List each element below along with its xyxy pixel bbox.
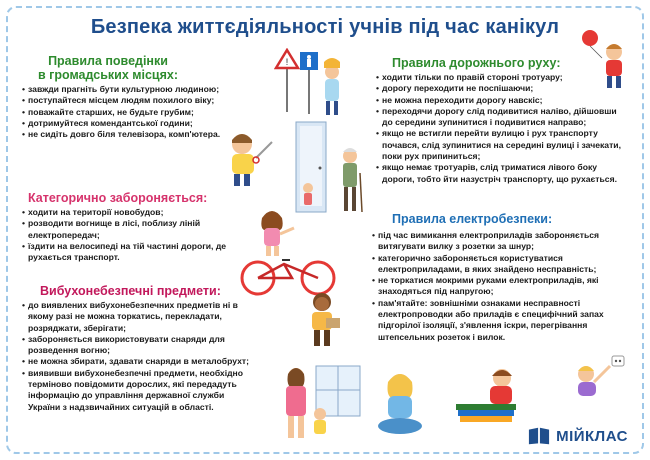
forbidden-list: [22, 207, 227, 263]
road-title: Правила дорожнього руху:: [392, 56, 561, 70]
list-item: • завжди прагніть бути культурною людиною;: [22, 84, 222, 95]
public-places-title-line2: в громадських місцях:: [37, 68, 179, 82]
list-item: • якщо немає тротуарів, слід триматися лівого боку дороги, тобто йти назустріч транспорту, що рухається.: [376, 162, 626, 185]
book-icon: [528, 426, 550, 446]
list-item: • розводити вогнище в лісі, поблизу ліній електропередач;: [22, 218, 227, 241]
list-item: • не можна переходити дорогу навскіс;: [376, 95, 626, 106]
girl-sitting-illustration: [372, 370, 434, 438]
explosives-title: Вибухонебезпечні предмети:: [40, 284, 221, 298]
electric-title: Правила електробезпеки:: [392, 212, 553, 226]
logo-text: МІЙКЛАС: [556, 427, 628, 445]
mother-child-illustration: [276, 362, 366, 442]
explosives-list: [22, 300, 252, 413]
list-item: • поступайтеся місцем людям похилого віку;: [22, 95, 222, 106]
door-elder-illustration: [290, 118, 366, 218]
list-item: • виявивши вибухонебезпечні предмети, необхідно терміново повідомити дорослих, які передадуть інформацію до управління державної служби України з надзвичайних ситуацій в області.: [22, 368, 252, 413]
electric-list: [372, 230, 628, 343]
list-item: • не можна збирати, здавати снаряди в металобрухт;: [22, 356, 252, 367]
list-item: • до виявлених вибухонебезпечних предметів ні в якому разі не можна торкатись, перекладати, розряджати, зберігати;: [22, 300, 252, 334]
svg-text:!: !: [285, 57, 289, 67]
list-item: • ходити на території новобудов;: [22, 207, 227, 218]
list-item: • пам'ятайте: зовнішніми ознаками несправності електропроводки або приладів є специфічний запах підгорілої ізоляції, з'явлення іскри, перегрівання штепсельних розеток і вилок.: [372, 298, 628, 343]
list-item: • їздити на велосипеді на тій частині дороги, де рухається транспорт.: [22, 241, 227, 264]
brand-logo: [528, 426, 628, 446]
list-item: • не торкатися мокрими руками електроприладів, які знаходяться під напругою;: [372, 275, 628, 298]
public-places-title-line1: Правила поведінки: [48, 54, 168, 68]
boy-balloon-illustration: [578, 28, 636, 90]
public-places-list: [22, 84, 222, 140]
list-item: • ходити тільки по правій стороні тротуару;: [376, 72, 626, 83]
public-places-title: [18, 54, 198, 82]
list-item: • переходячи дорогу слід подивитися наліво, дійшовши до середини зупинитися і подивитися направо;: [376, 106, 626, 129]
list-item: • під час вимикання електроприладів забороняється витягувати вилку з розетки за шнур;: [372, 230, 628, 253]
list-item: • дотримуйтеся комендантської години;: [22, 118, 222, 129]
list-item: • якщо не встигли перейти вулицю і рух транспорту почався, слід зупинитися на середині вулиці і зачекати, поки рух припиниться;: [376, 128, 626, 162]
list-item: • не сидіть довго біля телевізора, комп'ютера.: [22, 129, 222, 140]
boy-books-illustration: [446, 364, 534, 428]
list-item: • забороняється використовувати снаряди для розведення вогню;: [22, 334, 252, 357]
child-outlet-illustration: [566, 352, 628, 402]
forbidden-title: Категорично забороняється:: [28, 191, 208, 205]
list-item: • категорично забороняється користуватися електроприладами, в яких знайдено несправність;: [372, 253, 628, 276]
poster-title: Безпека життєдіяльності учнів під час канікул: [90, 16, 560, 38]
boy-scissors-illustration: [222, 128, 278, 188]
traffic-sign-illustration: [274, 48, 364, 120]
list-item: • дорогу переходити не поспішаючи;: [376, 83, 626, 94]
girl-box-illustration: [296, 290, 352, 350]
list-item: • поважайте старших, не будьте грубим;: [22, 107, 222, 118]
